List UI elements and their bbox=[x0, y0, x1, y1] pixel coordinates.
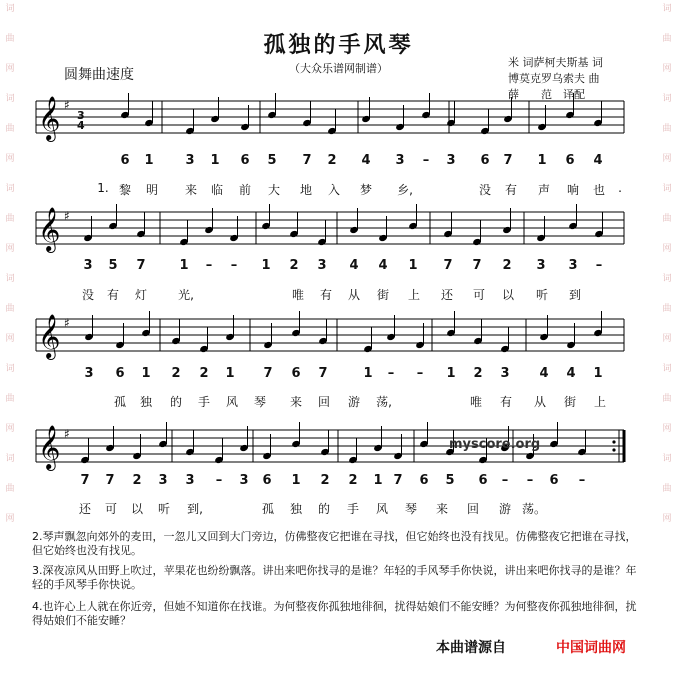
lyric-syllable: 地 bbox=[299, 183, 313, 197]
jianpu-note: 6 bbox=[480, 153, 490, 168]
lyric-syllable: 回 bbox=[466, 502, 480, 516]
lyric-syllable: 入 bbox=[327, 183, 341, 197]
jianpu-note: 6 bbox=[291, 366, 301, 381]
lyric-syllable: 上 bbox=[593, 395, 607, 409]
jianpu-note: 4 bbox=[361, 153, 371, 168]
jianpu-note: 7 bbox=[318, 366, 328, 381]
lyric-syllable: 还 bbox=[440, 288, 454, 302]
jianpu-note: 2 bbox=[502, 258, 512, 273]
lyric-syllable: 上 bbox=[407, 288, 421, 302]
lyric-syllable: 街 bbox=[563, 395, 577, 409]
song-subtitle: （大众乐谱网制谱） bbox=[289, 62, 388, 75]
jianpu-note: – bbox=[416, 366, 424, 381]
jianpu-note: 1 bbox=[363, 366, 373, 381]
jianpu-note: 7 bbox=[503, 153, 513, 168]
lyric-syllable: 梦 bbox=[359, 183, 373, 197]
lyric-syllable: 手 bbox=[346, 502, 360, 516]
jianpu-note: 3 bbox=[568, 258, 578, 273]
jianpu-note: 2 bbox=[473, 366, 483, 381]
lyric-syllable: 唯 bbox=[469, 395, 483, 409]
jianpu-note: 1 bbox=[261, 258, 271, 273]
jianpu-note: – bbox=[501, 473, 509, 488]
lyric-syllable: 可 bbox=[472, 288, 486, 302]
lyric-syllable: 有 bbox=[499, 395, 513, 409]
lyric-syllable: 的 bbox=[317, 502, 331, 516]
lyric-syllable: 回 bbox=[317, 395, 331, 409]
jianpu-note: 3 bbox=[158, 473, 168, 488]
jianpu-note: 7 bbox=[80, 473, 90, 488]
lyric-syllable: 琴 bbox=[253, 395, 267, 409]
lyric-syllable: 孤 bbox=[261, 502, 275, 516]
lyric-syllable: 独 bbox=[289, 502, 303, 516]
song-title: 孤独的手风琴 bbox=[263, 33, 414, 58]
jianpu-note: 1 bbox=[537, 153, 547, 168]
lyric-syllable: 没 bbox=[81, 288, 95, 302]
jianpu-note: 6 bbox=[115, 366, 125, 381]
lyric-row bbox=[0, 393, 677, 413]
lyric-syllable: 可 bbox=[104, 502, 118, 516]
lyric-syllable: 以 bbox=[501, 288, 515, 302]
lyric-syllable: 荡, bbox=[376, 395, 392, 409]
jianpu-row bbox=[0, 153, 677, 173]
jianpu-note: 7 bbox=[472, 258, 482, 273]
jianpu-note: 3 bbox=[500, 366, 510, 381]
jianpu-note: 1 bbox=[179, 258, 189, 273]
lyric-syllable: 声 bbox=[537, 183, 551, 197]
key-sharp-icon: ♯ bbox=[64, 209, 70, 223]
jianpu-note: 1 bbox=[593, 366, 603, 381]
lyric-syllable: 响 bbox=[566, 183, 580, 197]
jianpu-note: 3 bbox=[395, 153, 405, 168]
jianpu-note: 1 bbox=[408, 258, 418, 273]
jianpu-note: – bbox=[526, 473, 534, 488]
lyric-syllable: 孤 bbox=[113, 395, 127, 409]
right-side-watermark: 词 曲 网 词 曲 网 词 曲 网 词 曲 网 词 曲 网 词 曲 网 bbox=[662, 4, 672, 524]
time-signature: 3 4 bbox=[77, 109, 85, 132]
jianpu-note: 3 bbox=[84, 366, 94, 381]
jianpu-note: 4 bbox=[349, 258, 359, 273]
lyric-syllable: 游 bbox=[347, 395, 361, 409]
jianpu-row bbox=[0, 258, 677, 278]
lyric-syllable: 唯 bbox=[291, 288, 305, 302]
jianpu-note: – bbox=[578, 473, 586, 488]
lyric-syllable: 手 bbox=[197, 395, 211, 409]
jianpu-note: – bbox=[595, 258, 603, 273]
lyric-syllable: 从 bbox=[533, 395, 547, 409]
lyric-row bbox=[0, 500, 677, 520]
lyric-syllable: 也 bbox=[592, 183, 606, 197]
jianpu-note: 3 bbox=[446, 153, 456, 168]
jianpu-note: 3 bbox=[239, 473, 249, 488]
jianpu-note: 3 bbox=[536, 258, 546, 273]
lyric-syllable: 还 bbox=[78, 502, 92, 516]
jianpu-note: 6 bbox=[262, 473, 272, 488]
jianpu-note: 2 bbox=[199, 366, 209, 381]
lyric-syllable: 临 bbox=[210, 183, 224, 197]
key-sharp-icon: ♯ bbox=[64, 427, 70, 441]
source-label: 本曲谱源自 bbox=[436, 640, 506, 656]
lyric-syllable: 琴 bbox=[404, 502, 418, 516]
jianpu-note: 7 bbox=[393, 473, 403, 488]
jianpu-note: 5 bbox=[267, 153, 277, 168]
jianpu-note: 6 bbox=[240, 153, 250, 168]
jianpu-note: 5 bbox=[445, 473, 455, 488]
lyric-syllable: 荡。 bbox=[521, 502, 547, 516]
lyric-syllable: 没 bbox=[478, 183, 492, 197]
lyric-syllable: 来 bbox=[184, 183, 198, 197]
lyric-syllable: 风 bbox=[375, 502, 389, 516]
verse-3: 3.深夜凉风从田野上吹过，苹果花也纷纷飘落。讲出来吧你找寻的是谁？年轻的手风琴手你快说，讲出来吧你找寻的是谁？年轻的手风琴手你快说。 bbox=[32, 564, 637, 591]
jianpu-note: 6 bbox=[120, 153, 130, 168]
lyric-syllable: 灯 bbox=[134, 288, 148, 302]
myscore-watermark: myscore.org bbox=[449, 437, 541, 452]
lyric-syllable: 风 bbox=[225, 395, 239, 409]
jianpu-note: 1 bbox=[225, 366, 235, 381]
treble-clef-icon: 𝄞 bbox=[38, 314, 61, 358]
jianpu-note: 2 bbox=[348, 473, 358, 488]
jianpu-note: 3 bbox=[185, 473, 195, 488]
lyric-syllable: 明 bbox=[145, 183, 159, 197]
jianpu-note: 1 bbox=[446, 366, 456, 381]
jianpu-note: 4 bbox=[593, 153, 603, 168]
jianpu-note: 2 bbox=[132, 473, 142, 488]
lyric-row bbox=[0, 181, 677, 201]
jianpu-row bbox=[0, 473, 677, 493]
lyric-syllable: 光, bbox=[178, 288, 194, 302]
key-sharp-icon: ♯ bbox=[64, 98, 70, 112]
jianpu-note: 7 bbox=[105, 473, 115, 488]
lyric-syllable: 听 bbox=[535, 288, 549, 302]
left-side-watermark: 词 曲 网 词 曲 网 词 曲 网 词 曲 网 词 曲 网 词 曲 网 bbox=[5, 4, 15, 524]
jianpu-note: 7 bbox=[263, 366, 273, 381]
lyric-syllable: 到, bbox=[187, 502, 203, 516]
lyric-syllable: 黎 bbox=[118, 183, 132, 197]
lyric-syllable: 有 bbox=[106, 288, 120, 302]
composer-credit: 博莫克罗乌索夫 曲 bbox=[508, 72, 600, 85]
jianpu-note: 6 bbox=[549, 473, 559, 488]
repeat-dot bbox=[612, 448, 615, 451]
treble-clef-icon: 𝄞 bbox=[38, 425, 61, 469]
lyric-syllable: 大 bbox=[267, 183, 281, 197]
jianpu-note: 1 bbox=[373, 473, 383, 488]
lyric-syllable: 来 bbox=[435, 502, 449, 516]
jianpu-row bbox=[0, 366, 677, 386]
lyric-syllable: 前 bbox=[238, 183, 252, 197]
lyric-syllable: 从 bbox=[347, 288, 361, 302]
jianpu-note: 1 bbox=[291, 473, 301, 488]
jianpu-note: 5 bbox=[108, 258, 118, 273]
lyric-syllable: 1. bbox=[97, 181, 109, 195]
jianpu-note: 3 bbox=[185, 153, 195, 168]
lyric-syllable: 街 bbox=[376, 288, 390, 302]
jianpu-note: 1 bbox=[210, 153, 220, 168]
jianpu-note: 1 bbox=[141, 366, 151, 381]
lyric-row bbox=[0, 286, 677, 306]
verse-2: 2.琴声飘忽向郊外的麦田，一忽儿又回到大门旁边，仿佛整夜它把谁在寻找，但它始终也没有找见。仿佛整夜它把谁在寻找，但它始终也没有找见。 bbox=[32, 530, 637, 557]
lyric-syllable: 有 bbox=[319, 288, 333, 302]
jianpu-note: – bbox=[205, 258, 213, 273]
lyric-syllable: 乡, bbox=[397, 183, 413, 197]
jianpu-note: 2 bbox=[289, 258, 299, 273]
lyric-syllable: 以 bbox=[130, 502, 144, 516]
jianpu-note: 2 bbox=[327, 153, 337, 168]
lyric-syllable: 的 bbox=[169, 395, 183, 409]
key-sharp-icon: ♯ bbox=[64, 316, 70, 330]
lyricist-credit: 米 词萨柯夫斯基 词 bbox=[508, 56, 603, 69]
jianpu-note: 2 bbox=[171, 366, 181, 381]
repeat-dot bbox=[612, 440, 615, 443]
jianpu-note: – bbox=[215, 473, 223, 488]
lyric-syllable: . bbox=[618, 181, 622, 195]
jianpu-note: 4 bbox=[566, 366, 576, 381]
jianpu-note: 6 bbox=[565, 153, 575, 168]
lyric-syllable: 到 bbox=[568, 288, 582, 302]
jianpu-note: 3 bbox=[83, 258, 93, 273]
jianpu-note: 2 bbox=[320, 473, 330, 488]
jianpu-note: 6 bbox=[419, 473, 429, 488]
source-site-link[interactable]: 中国词曲网 bbox=[556, 640, 626, 656]
translator-credit: 薛 范 译配 bbox=[508, 88, 585, 101]
jianpu-note: 7 bbox=[302, 153, 312, 168]
jianpu-note: 4 bbox=[378, 258, 388, 273]
lyric-syllable: 来 bbox=[289, 395, 303, 409]
jianpu-note: – bbox=[230, 258, 238, 273]
lyric-syllable: 有 bbox=[504, 183, 518, 197]
jianpu-note: – bbox=[387, 366, 395, 381]
jianpu-note: – bbox=[422, 153, 430, 168]
tempo-marking: 圆舞曲速度 bbox=[64, 67, 134, 83]
lyric-syllable: 游 bbox=[498, 502, 512, 516]
jianpu-note: 1 bbox=[144, 153, 154, 168]
verse-4: 4.也许心上人就在你近旁，但她不知道你在找谁。为何整夜你孤独地徘徊，扰得姑娘们不能安睡？为何整夜你孤独地徘徊，扰得姑娘们不能安睡？ bbox=[32, 600, 637, 627]
treble-clef-icon: 𝄞 bbox=[38, 96, 61, 140]
lyric-syllable: 独 bbox=[139, 395, 153, 409]
jianpu-note: 6 bbox=[478, 473, 488, 488]
lyric-syllable: 听 bbox=[157, 502, 171, 516]
jianpu-note: 7 bbox=[443, 258, 453, 273]
jianpu-note: 7 bbox=[136, 258, 146, 273]
treble-clef-icon: 𝄞 bbox=[38, 207, 61, 251]
jianpu-note: 3 bbox=[317, 258, 327, 273]
jianpu-note: 4 bbox=[539, 366, 549, 381]
